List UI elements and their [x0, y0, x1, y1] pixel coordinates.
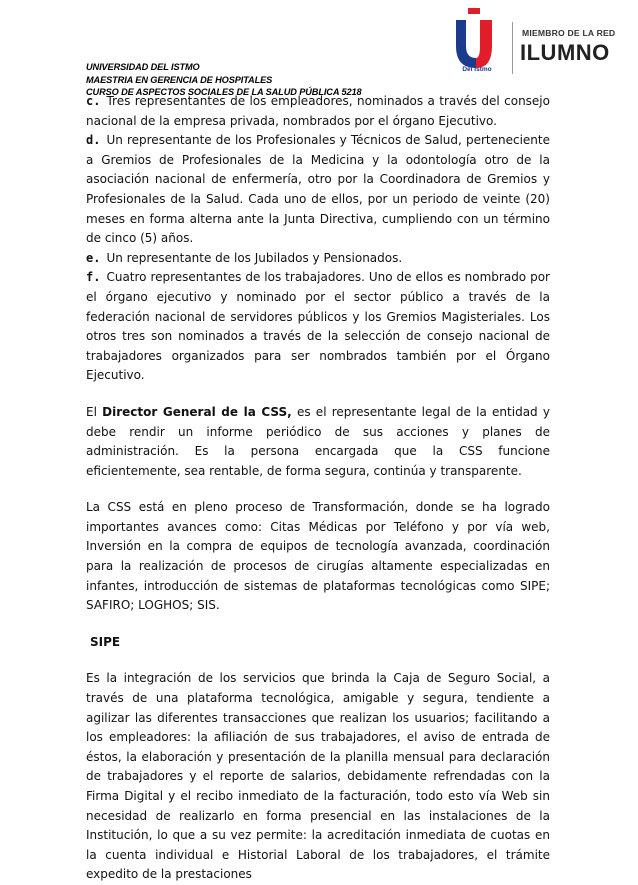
director-paragraph: [86, 403, 550, 481]
director-pre: El: [86, 404, 97, 419]
item-text: Un representante de los Profesionales y Técnicos de Salud, perteneciente a Gremios de Profesionales de la Medicina y la odontología otro de la asociación nacional de enfermería, otro por la Coordinadora de Gremios y Profesionales de la Salud. Cada uno de ellos, por un periodo de veinte (20) meses en forma alterna ante la Junta Directiva, cumpliendo con un término de cinco (5) años.: [86, 133, 550, 246]
header-program: MAESTRIA EN GERENCIA DE HOSPITALES: [86, 74, 273, 85]
item-letter: e.: [86, 250, 101, 265]
item-c: [86, 92, 550, 131]
sipe-heading: SIPE: [90, 634, 121, 649]
director-title: Director General de la CSS,: [102, 404, 292, 419]
logo-divider: [512, 22, 513, 74]
ilumno-network-label: MIEMBRO DE LA RED: [522, 28, 616, 38]
item-e: [86, 249, 550, 269]
item-letter: d.: [86, 133, 101, 148]
director-text: es el representante legal de la entidad y debe rendir un informe periódico de sus acciones y planes de administración. Es la persona encargada que la CSS funcione eficientemente, sea rentable, de forma segura, continúa y transparente.: [86, 404, 550, 478]
header-course: CURSO DE ASPECTOS SOCIALES DE LA SALUD PÚBLICA 5218: [86, 87, 362, 97]
item-text: Un representante de los Jubilados y Pensionados.: [106, 250, 403, 265]
item-text: Tres representantes de los empleadores, nominados a través del consejo nacional de la empresa privada, nombrados por el órgano Ejecutivo.: [86, 94, 550, 128]
item-letter: f.: [86, 270, 101, 285]
item-d: [86, 131, 550, 249]
ilumno-logo: ILUMNO: [520, 40, 610, 65]
transformation-paragraph: La CSS está en pleno proceso de Transformación, donde se ha logrado importantes avances como: Citas Médicas por Teléfono y por vía web, Inversión en la compra de equipos de tecnología avanzada, coordinación para la realización de procesos de cirugías altamente especializadas en infantes, introducción de sistemas de plataformas tecnológicas como SIPE; SAFIRO; LOGHOS; SIS.: [86, 500, 550, 613]
document-body: [86, 92, 550, 885]
header-university: UNIVERSIDAD DEL ISTMO: [86, 62, 200, 72]
item-f: [86, 268, 550, 386]
istmo-logo-label: Del Istmo: [462, 66, 492, 73]
item-letter: c.: [86, 94, 101, 108]
item-text: Cuatro representantes de los trabajadores. Uno de ellos es nombrado por el órgano ejecutivo y nominado por el sector público a través de la federación nacional de servidores públicos y los Gremios Magisteriales. Los otros tres son nominados a través de la selección de consejo nacional de trabajadores organizados para ser nombrados también por el Órgano Ejecutivo.: [86, 270, 550, 383]
sipe-paragraph: Es la integración de los servicios que brinda la Caja de Seguro Social, a través de una plataforma tecnológica, amigable y segura, tendiente a agilizar las diferentes transacciones que realizan los usuarios; facilitando a los empleadores: la afiliación de sus trabajadores, el aviso de entrada de éstos, la elaboración y presentación de la planilla mensual para declaración de trabajadores y el reporte de salarios, debidamente refrendadas con la Firma Digital y el recibo inmediato de la facturación, todo esto vía Web sin necesidad de realizarlo en forma presencial en las instalaciones de la Institución, lo que a su vez permite: la acreditación inmediata de cuotas en la cuenta individual e Historial Laboral de los trabajadores, el trámite expedito de la prestaciones: [86, 671, 550, 882]
